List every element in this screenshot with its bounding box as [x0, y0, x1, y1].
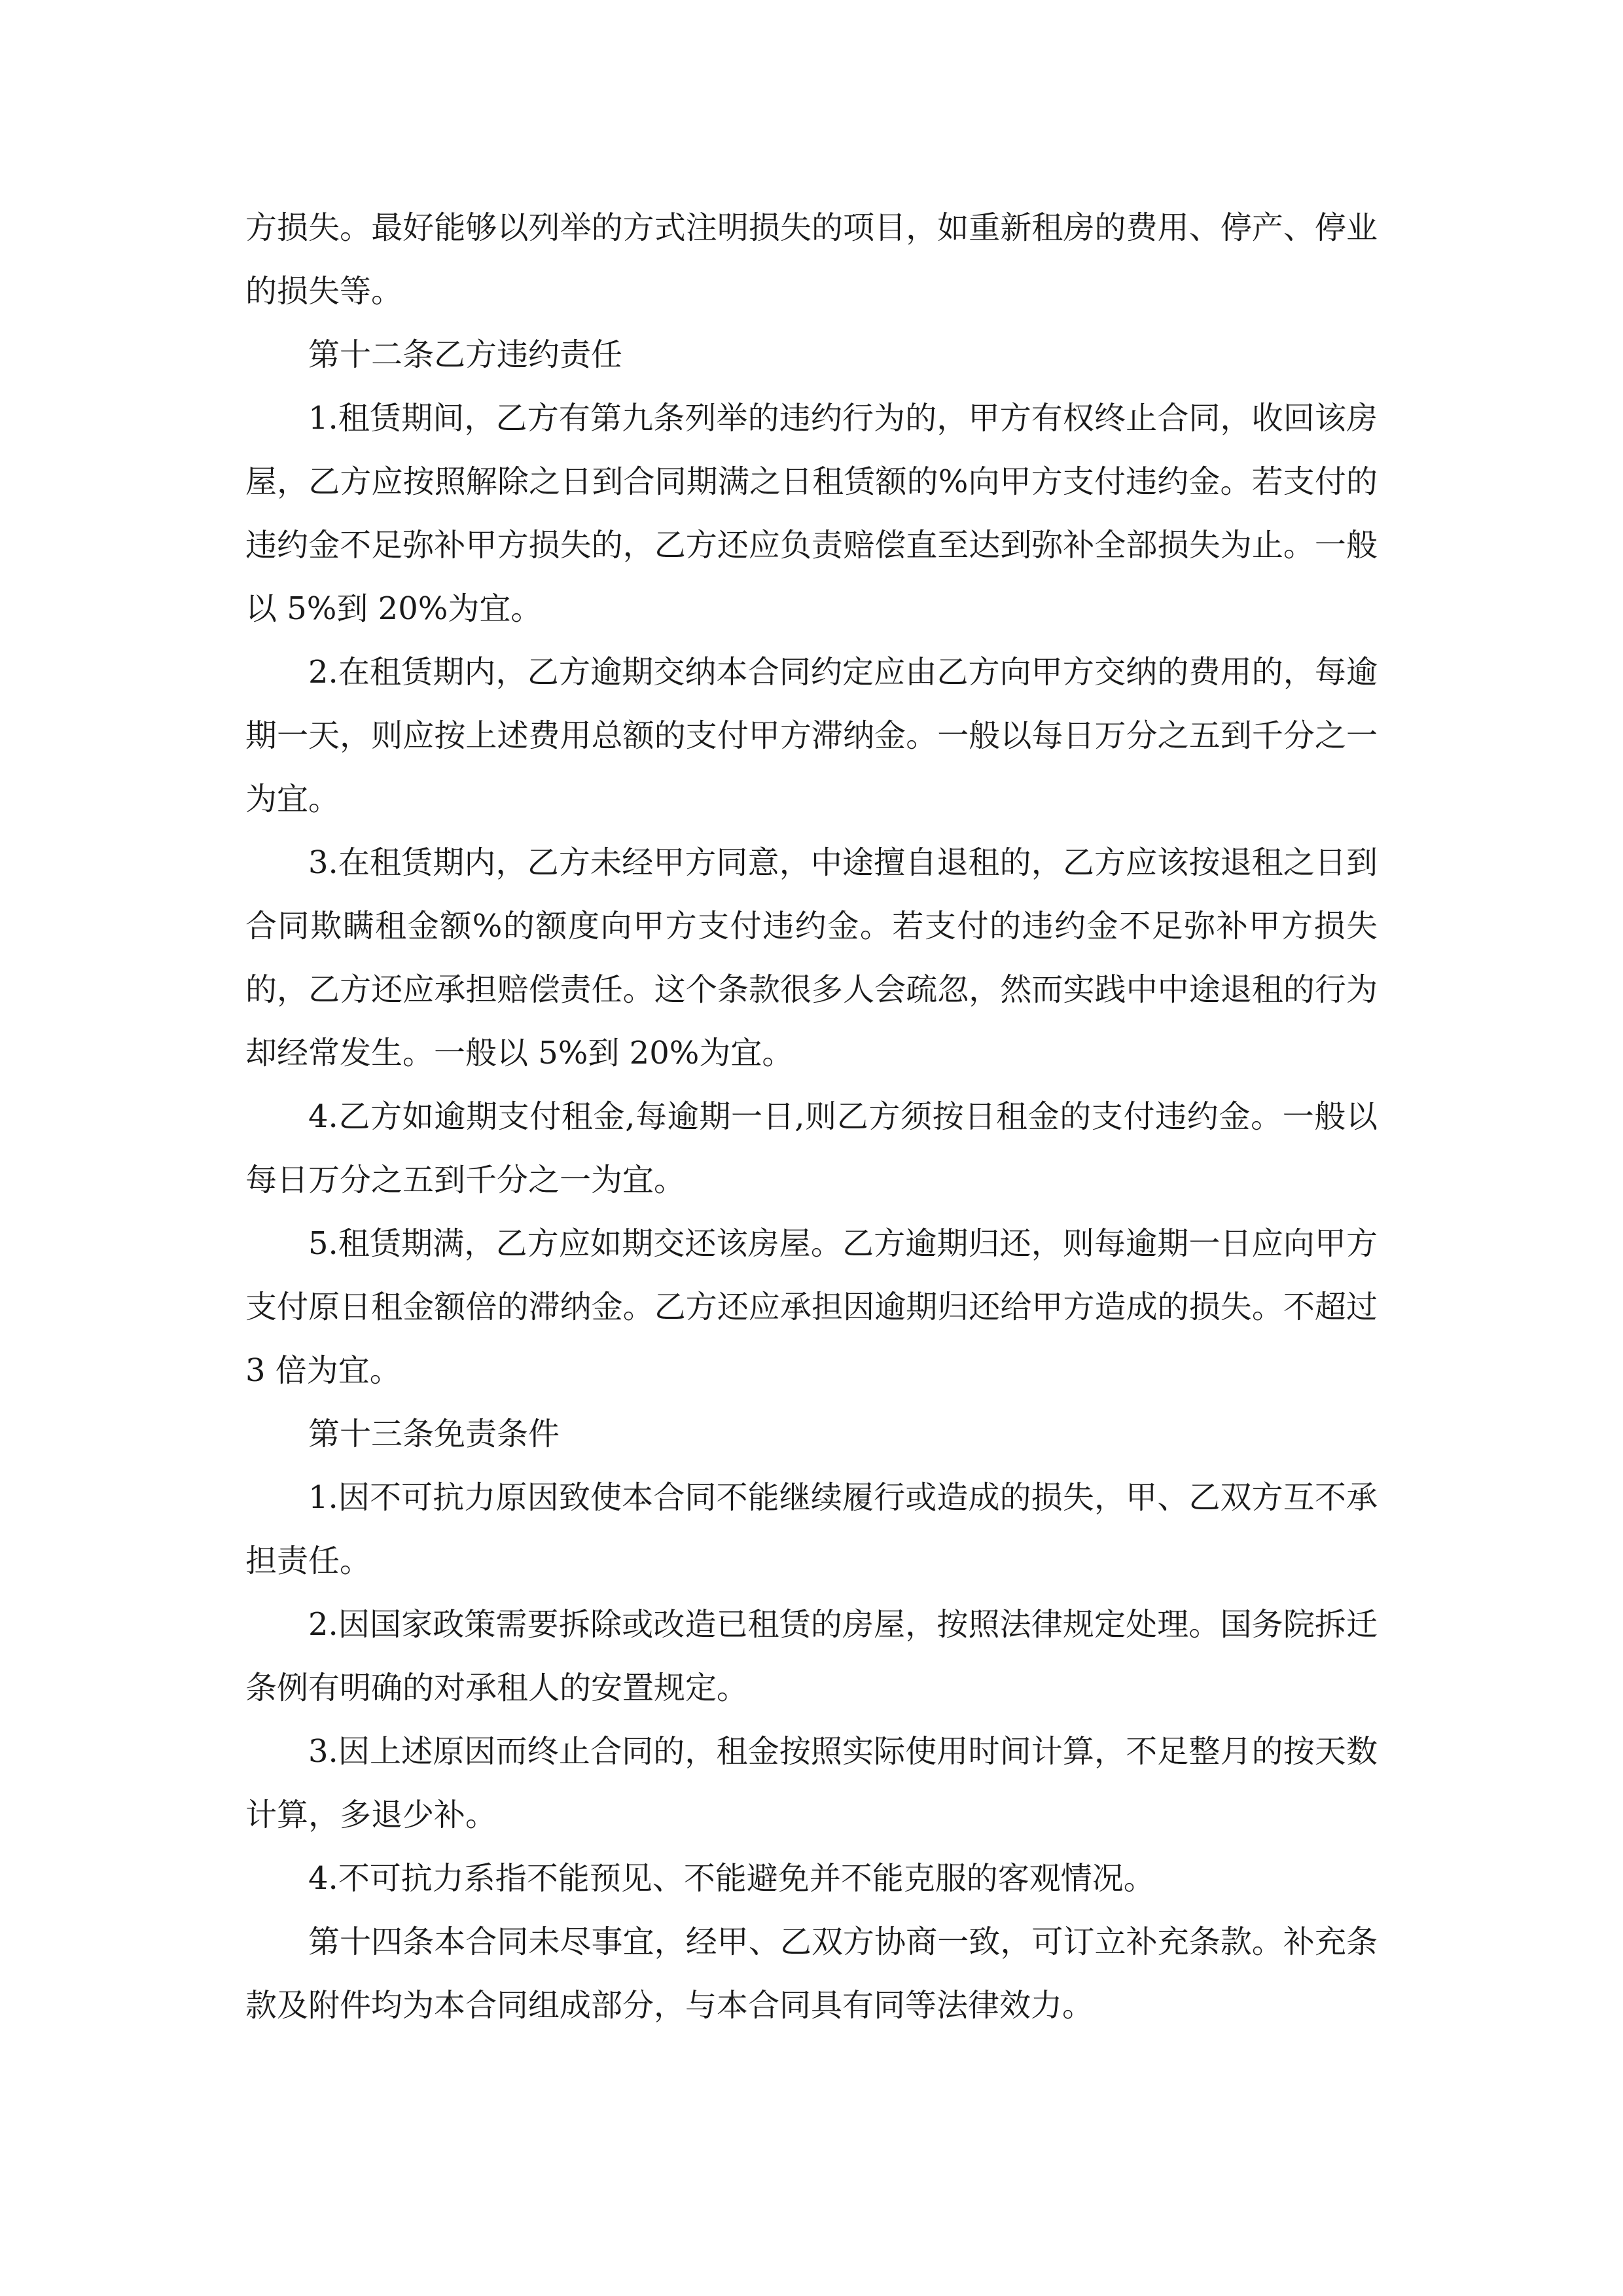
article-12-clause-3: 3.在租赁期内，乙方未经甲方同意，中途擅自退租的，乙方应该按退租之日到合同欺瞒租金额%的额度向甲方支付违约金。若支付的违约金不足弥补甲方损失的，乙方还应承担赔偿责任。这个条款很多人会疏忽，然而实践中中途退租的行为却经常发生。一般以 5%到 20%为宜。	[245, 844, 1378, 1071]
article-13-clause-2: 2.因国家政策需要拆除或改造已租赁的房屋，按照法律规定处理。国务院拆迁条例有明确的对承租人的安置规定。	[245, 1606, 1378, 1706]
article-13-clause-4: 4.不可抗力系指不能预见、不能避免并不能克服的客观情况。	[308, 1860, 1155, 1897]
article-13-heading: 第十三条免责条件	[308, 1416, 560, 1452]
paragraph-continuation: 方损失。最好能够以列举的方式注明损失的项目，如重新租房的费用、停产、停业的损失等。	[245, 209, 1378, 310]
article-13-clause-3: 3.因上述原因而终止合同的，租金按照实际使用时间计算，不足整月的按天数计算，多退少补。	[245, 1733, 1378, 1833]
article-12-heading: 第十二条乙方违约责任	[308, 336, 623, 373]
article-12-clause-4: 4.乙方如逾期支付租金,每逾期一日,则乙方须按日租金的支付违约金。一般以每日万分之五到千分之一为宜。	[245, 1098, 1378, 1198]
article-12-clause-2: 2.在租赁期内，乙方逾期交纳本合同约定应由乙方向甲方交纳的费用的，每逾期一天，则应按上述费用总额的支付甲方滞纳金。一般以每日万分之五到千分之一为宜。	[245, 654, 1378, 817]
article-12-clause-5: 5.租赁期满，乙方应如期交还该房屋。乙方逾期归还，则每逾期一日应向甲方支付原日租金额倍的滞纳金。乙方还应承担因逾期归还给甲方造成的损失。不超过 3 倍为宜。	[245, 1225, 1378, 1389]
article-12-clause-1: 1.租赁期间，乙方有第九条列举的违约行为的，甲方有权终止合同，收回该房屋，乙方应按照解除之日到合同期满之日租赁额的%向甲方支付违约金。若支付的违约金不足弥补甲方损失的，乙方还应负责赔偿直至达到弥补全部损失为止。一般以 5%到 20%为宜。	[245, 400, 1378, 627]
article-13-clause-1: 1.因不可抗力原因致使本合同不能继续履行或造成的损失，甲、乙双方互不承担责任。	[245, 1479, 1378, 1579]
article-14-paragraph: 第十四条本合同未尽事宜，经甲、乙双方协商一致，可订立补充条款。补充条款及附件均为本合同组成部分，与本合同具有同等法律效力。	[245, 1924, 1378, 2024]
document-body	[245, 196, 1378, 2037]
